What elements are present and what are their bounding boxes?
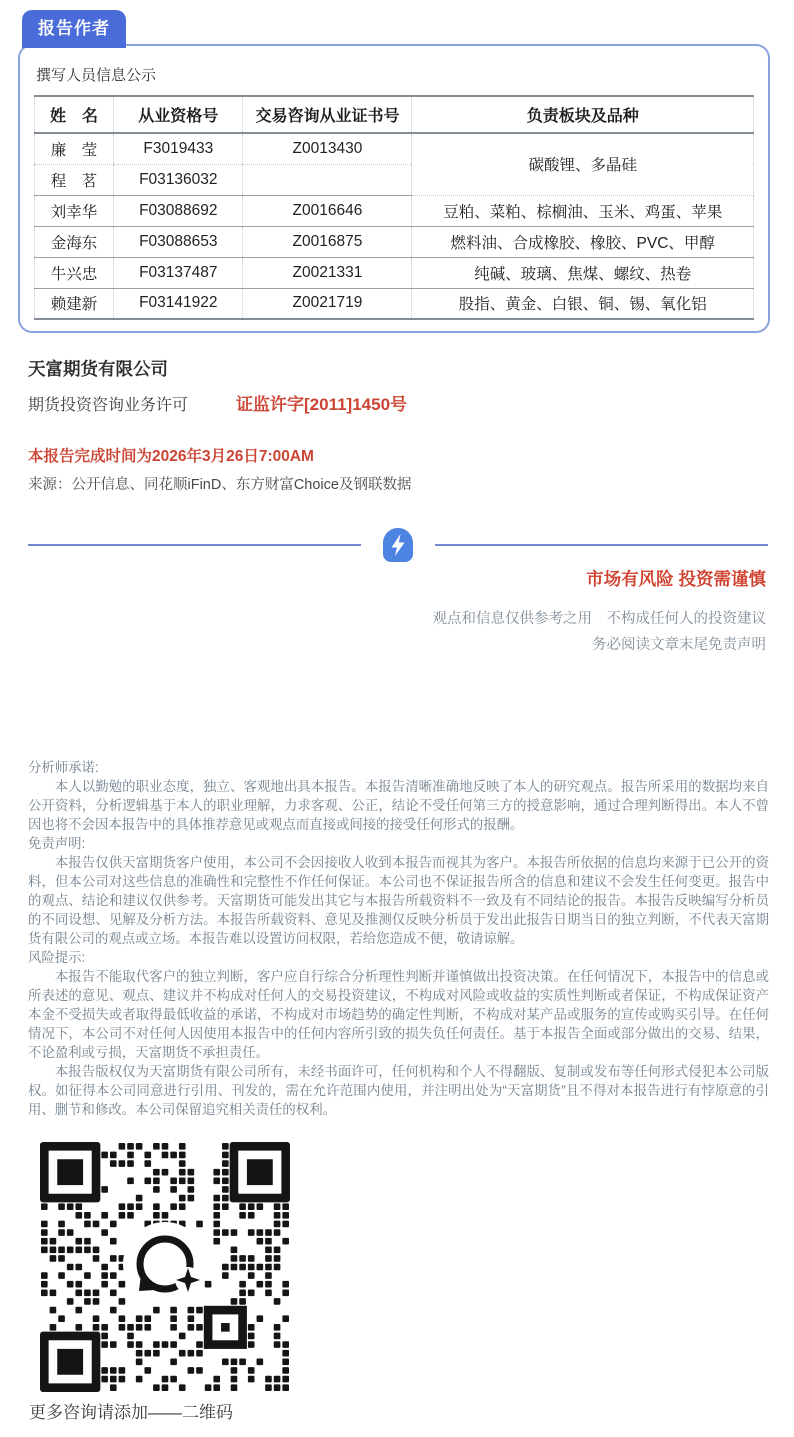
- license-row: [28, 390, 407, 415]
- sectors-cell: 股指、黄金、白银、铜、锡、氧化铝: [412, 288, 754, 319]
- authors-table: [34, 95, 754, 320]
- liability-title: 免责声明:: [28, 836, 86, 851]
- col-header-qualification: 从业资格号: [114, 96, 243, 133]
- author-name: 牛兴忠: [35, 257, 114, 288]
- sectors-cell: 豆粕、菜粕、棕榈油、玉米、鸡蛋、苹果: [412, 195, 754, 226]
- table-row: [35, 195, 754, 226]
- risk-notice-text-1: 本报告不能取代客户的独立判断，客户应自行综合分析理性判断并谨慎做出投资决策。在任何情况下，本报告中的信息或所表述的意见、观点、建议并不构成对任何人的交易投资建议，不构成对风险或收益的实质性判断或者保证，不构成保证资产本金不受损失或者取得最低收益的承诺，不构成对市场趋势的确定性判断，不构成对某产品或服务的宣传或购买引导。在任何情况下，本公司不对任何人因使用本报告中的任何内容所引致的损失负任何责任。基于本报告全面或部分做出的交易、结果，不论盈利或亏损，天富期货不承担责任。: [28, 969, 769, 1060]
- qr-caption: 更多咨询请添加——二维码: [29, 1403, 233, 1422]
- author-name: 刘幸华: [35, 195, 114, 226]
- liability-text: 本报告仅供天富期货客户使用，本公司不会因接收人收到本报告而视其为客户。本报告所依据的信息均来源于已公开的资料，但本公司对这些信息的准确性和完整性不作任何保证。本公司也不保证报告所含的信息和建议不会发生任何变更。报告中的观点、结论和建议仅供参考。天富期货可能发出其它与本报告所载资料不一致及有不同结论的报告。本报告反映编写分析员的不同设想、见解及分析方法。本报告所载资料、意见及推测仅反映分析员于发出此报告日期当日的独立判断，不代表天富期货有限公司的观点或立场。本报告难以设置访问权限，若给您造成不便，敬请谅解。: [28, 855, 769, 946]
- company-name: 天富期货有限公司: [28, 359, 168, 379]
- table-row: [35, 226, 754, 257]
- certificate-no: Z0016875: [243, 226, 412, 257]
- qualification-no: F03088653: [114, 226, 243, 257]
- license-number: 证监许字[2011]1450号: [236, 395, 408, 414]
- analyst-pledge-text: 本人以勤勉的职业态度，独立、客观地出具本报告。本报告清晰准确地反映了本人的研究观点。报告所采用的数据均来自公开资料，分析逻辑基于本人的职业理解，力求客观、公正，结论不受任何第三方的授意影响，通过合理判断得出。本人不曾因也将不会因本报告中的具体推荐意见或观点而直接或间接的接受任何形式的报酬。: [28, 779, 769, 832]
- certificate-no: Z0013430: [243, 133, 412, 164]
- data-source: 来源：公开信息、同花顺iFinD、东方财富Choice及钢联数据: [28, 477, 412, 493]
- risk-warning-headline: 市场有风险 投资需谨慎: [586, 569, 766, 589]
- author-name: 赖建新: [50, 296, 98, 314]
- author-name: 廉 莹: [35, 133, 114, 164]
- table-header-row: [35, 96, 754, 133]
- panel-title: 撰写人员信息公示: [36, 67, 157, 84]
- certificate-no: Z0021719: [243, 288, 412, 319]
- risk-note-line2: 务必阅读文章末尾免责声明: [592, 637, 766, 653]
- certificate-no: Z0016646: [243, 195, 412, 226]
- divider-line-right: [435, 544, 768, 546]
- table-row: [35, 133, 754, 164]
- qualification-no: F03137487: [114, 257, 243, 288]
- col-header-name: 姓 名: [35, 96, 114, 133]
- risk-notice-title: 风险提示:: [28, 950, 86, 965]
- qualification-no: F03088692: [114, 195, 243, 226]
- section-divider: [28, 528, 768, 562]
- disclaimer-block: [28, 758, 769, 1119]
- divider-line-left: [28, 544, 361, 546]
- risk-note-line1: 观点和信息仅供参考之用 不构成任何人的投资建议: [432, 611, 766, 627]
- col-header-certificate: 交易咨询从业证书号: [243, 96, 412, 133]
- certificate-no: [243, 164, 412, 195]
- qr-code: [40, 1142, 290, 1392]
- table-row: [35, 257, 754, 288]
- qualification-no: F03136032: [114, 164, 243, 195]
- sectors-cell: 碳酸锂、多晶硅: [412, 133, 754, 195]
- qualification-no: F03141922: [114, 288, 243, 319]
- risk-notice-text-2: 本报告版权仅为天富期货有限公司所有，未经书面许可，任何机构和个人不得翻版、复制或发布等任何形式侵犯本公司版权。如征得本公司同意进行引用、刊发的，需在允许范围内使用，并注明出处为“天富期货”且不得对本报告进行有悖原意的引用、删节和修改。本公司保留追究相关责任的权利。: [28, 1064, 769, 1117]
- risk-warning-notes: [433, 606, 767, 658]
- certificate-no: Z0021331: [243, 257, 412, 288]
- lightning-icon: [383, 528, 413, 562]
- completion-time: 本报告完成时间为2026年3月26日7:00AM: [28, 448, 314, 465]
- authors-panel: [18, 44, 770, 333]
- report-author-tab: 报告作者: [22, 10, 126, 48]
- sectors-cell: 燃料油、合成橡胶、橡胶、PVC、甲醇: [412, 226, 754, 257]
- analyst-pledge-title: 分析师承诺:: [28, 760, 99, 775]
- author-name: 程 茗: [35, 164, 114, 195]
- license-label: 期货投资咨询业务许可: [28, 397, 189, 414]
- sectors-cell: 纯碱、玻璃、焦煤、螺纹、热卷: [412, 257, 754, 288]
- author-name: 金海东: [35, 226, 114, 257]
- col-header-sectors: 负责板块及品种: [412, 96, 754, 133]
- table-row: [35, 288, 754, 319]
- qualification-no: F3019433: [114, 133, 243, 164]
